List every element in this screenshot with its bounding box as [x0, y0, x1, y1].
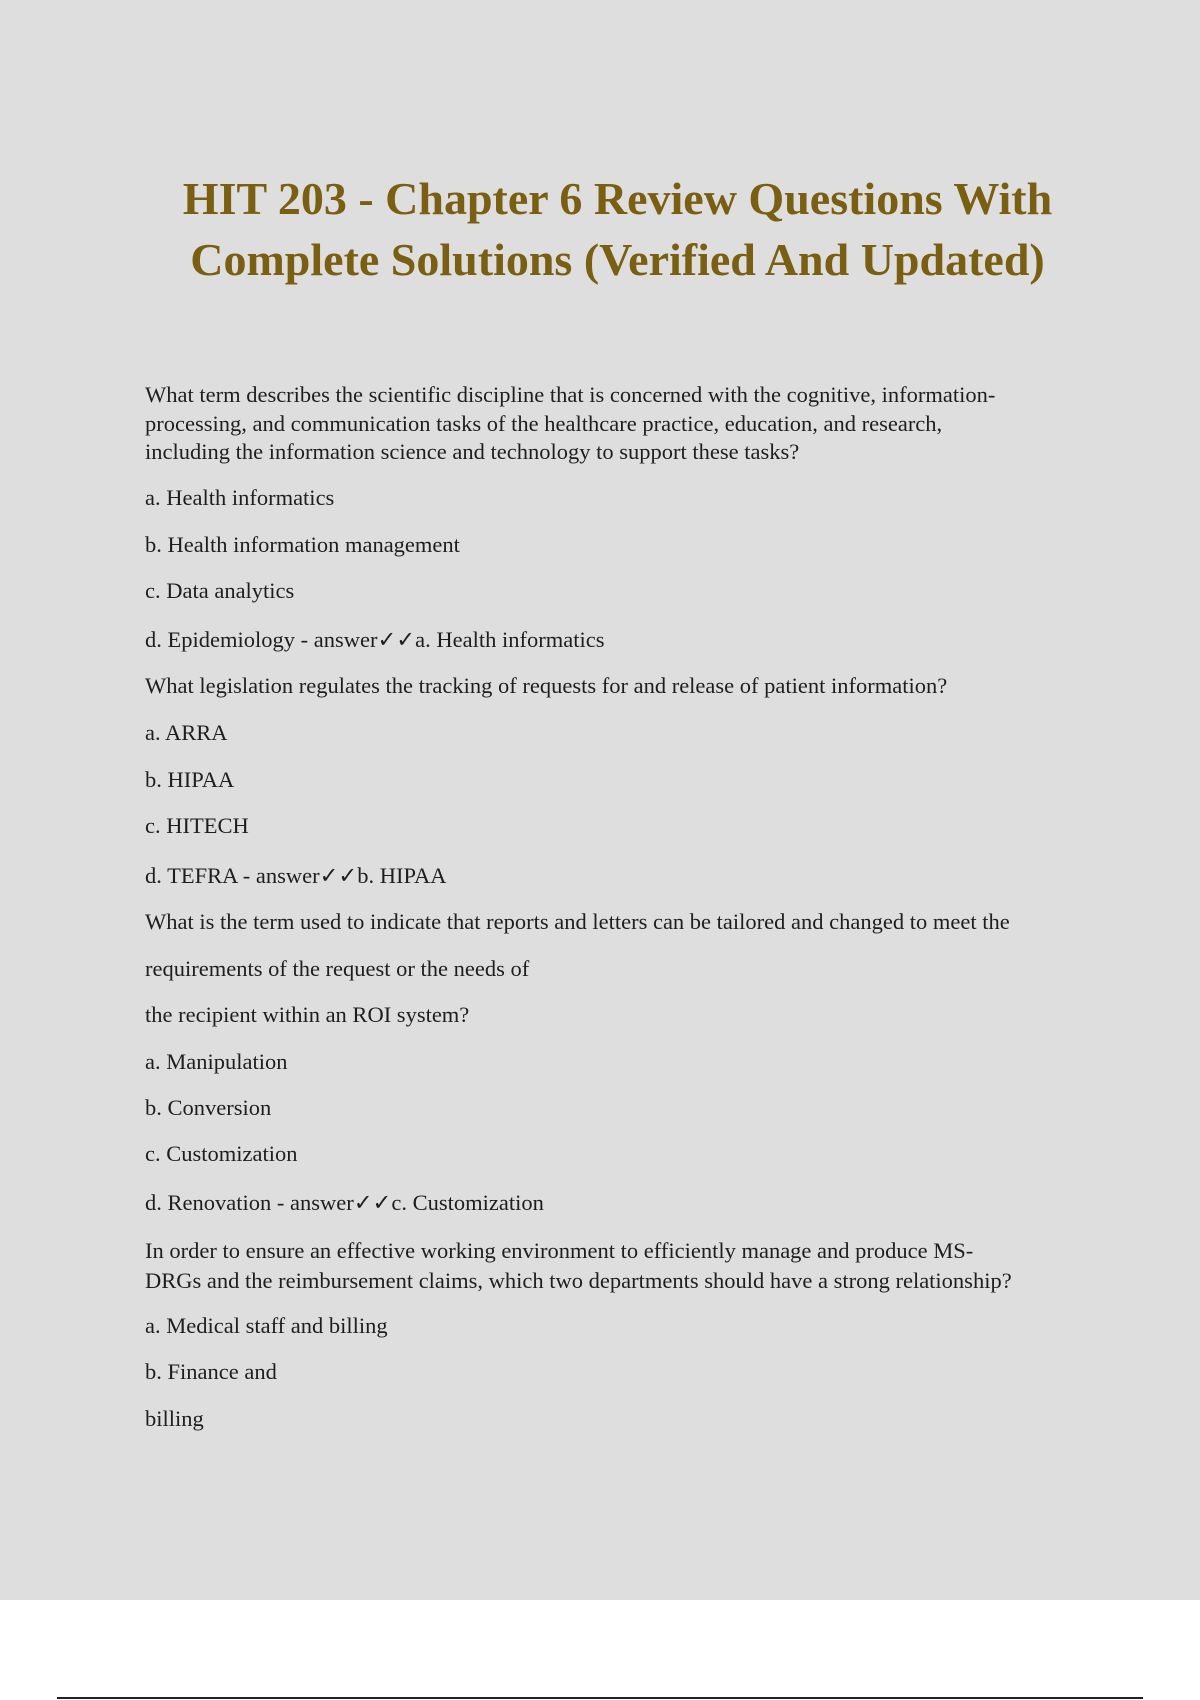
q3-text-line-1: What is the term used to indicate that reports and letters can be tailored and changed to meet the	[145, 909, 1010, 934]
q1-option-d-answer: d. Epidemiology - answer✓✓a. Health informatics	[145, 627, 605, 652]
q2-option-d-answer: d. TEFRA - answer✓✓b. HIPAA	[145, 863, 447, 888]
q4-option-b: b. Finance and	[145, 1359, 277, 1384]
q2-option-b: b. HIPAA	[145, 767, 235, 792]
q2-text-line-1: What legislation regulates the tracking of requests for and release of patient information?	[145, 673, 948, 698]
q3-text-line-3: the recipient within an ROI system?	[145, 1002, 470, 1027]
q4-text-line-2: DRGs and the reimbursement claims, which two departments should have a strong relationship?	[145, 1268, 1012, 1293]
q1-option-b: b. Health information management	[145, 532, 460, 557]
footer-divider	[57, 1697, 1143, 1699]
q4-option-b-continued: billing	[145, 1406, 204, 1431]
q1-text-line-3: including the information science and technology to support these tasks?	[145, 439, 800, 464]
q3-option-b: b. Conversion	[145, 1095, 272, 1120]
q2-option-c: c. HITECH	[145, 813, 249, 838]
q3-option-a: a. Manipulation	[145, 1049, 288, 1074]
title-line-2: Complete Solutions (Verified And Updated)	[190, 234, 1045, 285]
q3-option-d-answer: d. Renovation - answer✓✓c. Customization	[145, 1190, 544, 1215]
q1-option-a: a. Health informatics	[145, 485, 335, 510]
q1-text-line-2: processing, and communication tasks of the healthcare practice, education, and research,	[145, 411, 943, 436]
q4-text-line-1: In order to ensure an effective working environment to efficiently manage and produce MS-	[145, 1238, 974, 1263]
q2-option-a: a. ARRA	[145, 720, 228, 745]
q1-text-line-1: What term describes the scientific discipline that is concerned with the cognitive, information-	[145, 382, 996, 407]
q4-option-a: a. Medical staff and billing	[145, 1313, 388, 1338]
q1-option-c: c. Data analytics	[145, 578, 295, 603]
document-title	[60, 168, 1175, 290]
q3-text-line-2: requirements of the request or the needs of	[145, 956, 530, 981]
q3-option-c: c. Customization	[145, 1141, 298, 1166]
title-line-1: HIT 203 - Chapter 6 Review Questions With	[182, 173, 1053, 224]
